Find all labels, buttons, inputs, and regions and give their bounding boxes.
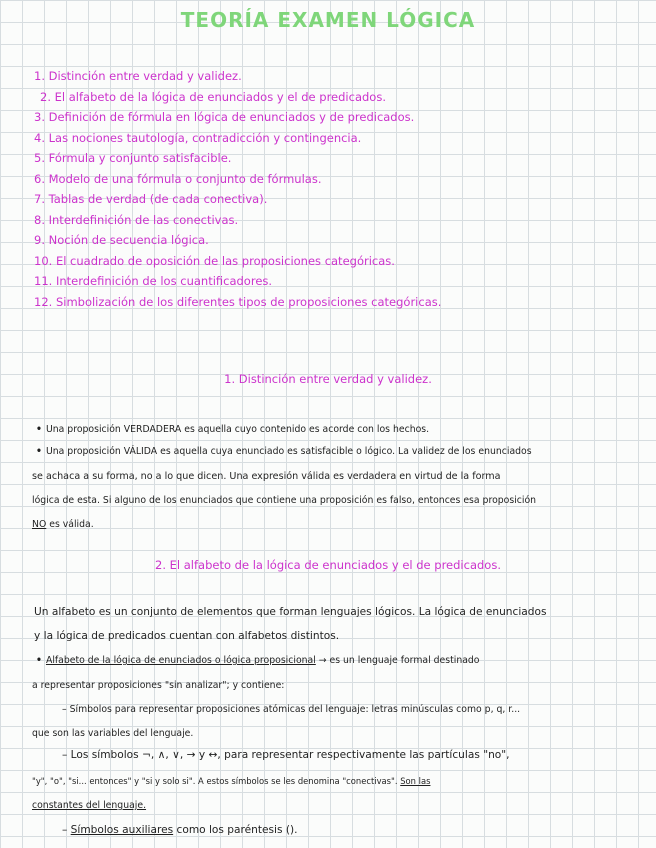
dash: – <box>62 824 71 836</box>
alfabeto-label: Alfabeto de la lógica de enunciados o lógica proposicional <box>45 655 316 666</box>
bullet: • <box>36 655 42 666</box>
item2-line2 <box>32 776 430 786</box>
section2-intro-line2: y la lógica de predicados cuentan con alfabetos distintos. <box>34 630 340 642</box>
item1-line2: que son las variables del lenguaje. <box>32 728 194 739</box>
section1-paragraph1 <box>36 424 429 435</box>
paragraph-text: Una proposición VÁLIDA es aquella cuya enunciado es satisfacible o lógico. La validez de los enunciados <box>45 446 532 457</box>
emphasis-no: NO <box>32 519 47 530</box>
section2-heading: 2. El alfabeto de la lógica de enunciados y el de predicados. <box>155 558 501 572</box>
paragraph-text: Una proposición VERDADERA es aquella cuyo contenido es acorde con los hechos. <box>45 424 430 435</box>
toc-item: 6. Modelo de una fórmula o conjunto de fórmulas. <box>34 171 322 186</box>
toc-item: 11. Interdefinición de los cuantificadores. <box>34 274 273 288</box>
toc-item: 1. Distinción entre verdad y validez. <box>34 69 242 83</box>
section1-paragraph2-line2: se achaca a su forma, no a lo que dicen. Una expresión válida es verdadera en virtud de la forma <box>32 471 501 482</box>
section1-paragraph2-line1 <box>36 446 532 457</box>
emphasis-son-las: Son las <box>400 776 431 786</box>
alfabeto-enunciados-line1 <box>36 655 480 666</box>
bullet: • <box>36 446 42 457</box>
simbolos-auxiliares-label: Símbolos auxiliares <box>70 824 174 836</box>
toc-item: 8. Interdefinición de las conectivas. <box>34 212 239 227</box>
toc-item: 2. El alfabeto de la lógica de enunciados y el de predicados. <box>40 89 386 104</box>
toc-item: 12. Simbolización de los diferentes tipos de proposiciones categóricas. <box>34 294 442 309</box>
item2-line3 <box>32 800 146 811</box>
paragraph-text: → es un lenguaje formal destinado <box>315 655 480 666</box>
section1-paragraph2-line4 <box>32 519 94 530</box>
section1-heading: 1. Distinción entre verdad y validez. <box>224 372 432 386</box>
section1-paragraph2-line3: lógica de esta. Si alguno de los enunciados que contiene una proposición es falso, entonces esa proposición <box>32 495 537 506</box>
table-of-contents <box>34 66 441 312</box>
emphasis-constantes: constantes del lenguaje. <box>32 800 147 811</box>
item3-line <box>62 824 298 836</box>
section2-intro-line1: Un alfabeto es un conjunto de elementos que forman lenguajes lógicos. La lógica de enunciados <box>34 606 547 618</box>
toc-item: 3. Definición de fórmula en lógica de enunciados y de predicados. <box>34 110 415 124</box>
paragraph-text: es válida. <box>46 519 94 530</box>
toc-item: 7. Tablas de verdad (de cada conectiva). <box>34 192 268 206</box>
toc-item: 10. El cuadrado de oposición de las proposiciones categóricas. <box>34 253 395 268</box>
alfabeto-enunciados-line2: a representar proposiciones "sin analizar"; y contiene: <box>32 680 285 691</box>
toc-item: 5. Fórmula y conjunto satisfacible. <box>34 151 232 165</box>
paragraph-text: como los paréntesis (). <box>173 824 298 836</box>
paragraph-text: "y", "o", "si... entonces" y "si y solo si". A estos símbolos se les denomina "conectivas". <box>32 776 401 786</box>
bullet: • <box>36 424 42 435</box>
toc-item: 9. Noción de secuencia lógica. <box>34 233 209 247</box>
page-title: TEORÍA EXAMEN LÓGICA <box>180 8 476 32</box>
item1-line1: – Símbolos para representar proposiciones atómicas del lenguaje: letras minúsculas como p, q, r... <box>62 704 521 715</box>
toc-item: 4. Las nociones tautología, contradicción y contingencia. <box>34 130 362 145</box>
item2-line1: – Los símbolos ¬, ∧, ∨, → y ↔, para representar respectivamente las partículas "no", <box>62 749 510 761</box>
